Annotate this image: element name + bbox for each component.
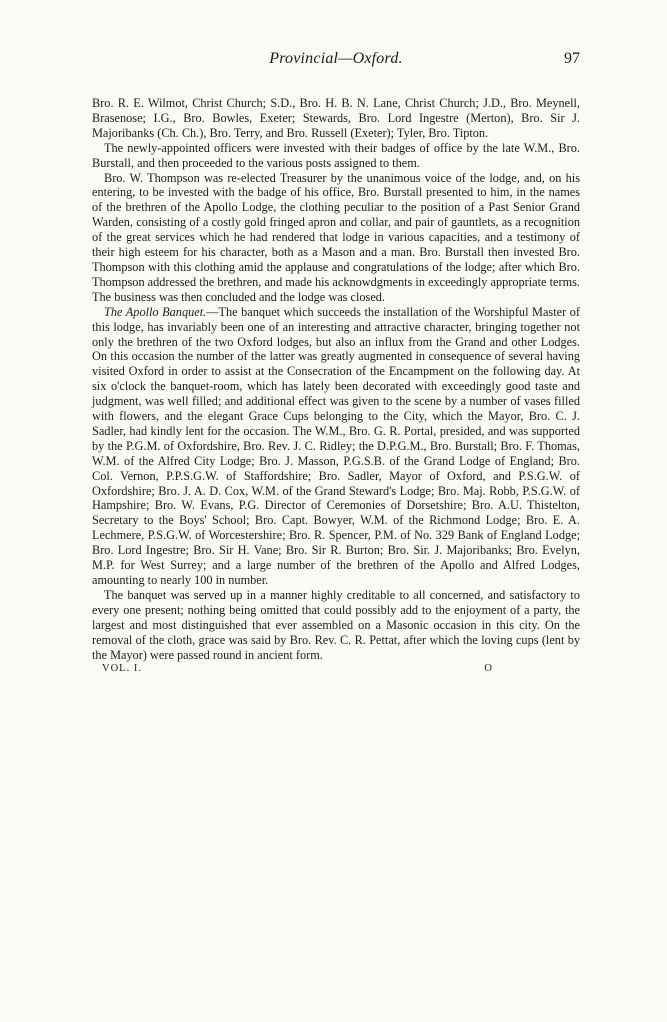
paragraph-officers bbox=[92, 96, 580, 141]
page-footer bbox=[92, 663, 580, 679]
paragraph-text: Bro. R. E. Wilmot, Christ Church; S.D., Bro. H. B. N. Lane, Christ Church; J.D., Bro. Meynell, Brasenose; I.G., Bro. Bowles, Exeter; Stewards, Bro. Lord Ingestre (Merton), Bro. Sir J. Majoribanks (Ch. Ch.), Bro. Terry, and Bro. Russell (Exeter); Tyler, Bro. Tipton. bbox=[92, 96, 580, 140]
book-page bbox=[92, 50, 580, 1010]
volume-label: VOL. I. bbox=[102, 663, 142, 675]
paragraph-text: —The banquet which succeeds the installation of the Worshipful Master of this lodge, has invariably been one of an interesting and attractive character, bringing together not only the brethren of the two Oxford lodges, but also an influx from the Grand and other Lodges. On this occasion the number of the latter was greatly augmented in consequence of several having visited Oxford in order to assist at the Consecration of the Encampment on the following day. At six o'clock the banquet-room, which has lately been decorated with exceedingly good taste and judgment, was well filled; and additional effect was given to the scene by a number of vases filled with flowers, and the elegant Grace Cups belonging to the City, which the Mayor, Bro. C. J. Sadler, had kindly lent for the occasion. The W.M., Bro. G. R. Portal, presided, and was supported by the P.G.M. of Oxfordshire, Bro. Rev. J. C. Ridley; the D.P.G.M., Bro. Burstall; Bro. F. Thomas, W.M. of the Alfred City Lodge; Bro. J. Masson, P.G.S.B. of the Grand Lodge of England; Bro. Col. Vernon, P.P.S.G.W. of Staffordshire; Bro. Sadler, Mayor of Oxford, and P.S.G.W. of Oxfordshire; Bro. J. A. D. Cox, W.M. of the Grand Steward's Lodge; Bro. Maj. Robb, P.S.G.W. of Hampshire; Bro. W. Evans, P.G. Director of Ceremonies of Dorsetshire; Bro. A.U. Thistelton, Secretary to the Boys' School; Bro. Capt. Bowyer, W.M. of the Richmond Lodge; Bro. E. A. Lechmere, P.S.G.W. of Worcestershire; Bro. R. Spencer, P.M. of No. 329 Bank of England Lodge; Bro. Lord Ingestre; Bro. Sir H. Vane; Bro. Sir R. Burton; Bro. Sir. J. Majoribanks; Bro. Evelyn, M.P. for West Surrey; and a large number of the brethren of the Apollo and Alfred Lodges, amounting to nearly 100 in number. bbox=[92, 304, 580, 587]
section-run-in-heading: The Apollo Banquet. bbox=[104, 304, 207, 319]
paragraph-apollo-banquet bbox=[92, 305, 580, 588]
signature-mark: O bbox=[484, 663, 492, 675]
paragraph-text: The newly-appointed officers were invested with their badges of office by the late W.M., Bro. Burstall, and then proceeded to the various posts assigned to them. bbox=[92, 140, 580, 170]
paragraph-text: The banquet was served up in a manner highly creditable to all concerned, and satisfactory to every one present; nothing being omitted that could possibly add to the enjoyment of a party, the largest and most distinguished that ever assembled on a Masonic occasion in this city. On the removal of the cloth, grace was said by Bro. Rev. C. R. Pettat, after which the loving cups (lent by the Mayor) were passed round in ancient form. bbox=[92, 587, 580, 662]
running-title: Provincial—Oxford. bbox=[269, 50, 403, 67]
body-text bbox=[92, 96, 580, 662]
page-number: 97 bbox=[564, 50, 580, 67]
paragraph-treasurer bbox=[92, 171, 580, 305]
paragraph-investiture bbox=[92, 141, 580, 171]
paragraph-text: Bro. W. Thompson was re-elected Treasurer by the unanimous voice of the lodge, and, on his entering, to be invested with the badge of his office, Bro. Burstall presented to him, in the names of the brethren of the Apollo Lodge, the clothing peculiar to the position of a Past Senior Grand Warden, consisting of a costly gold fringed apron and collar, and pair of gauntlets, as a recognition of the great services which he had rendered that lodge in various capacities, and a testimony of their high esteem for his character, both as a Mason and a man. Bro. Burstall then invested Bro. Thompson with this clothing amid the applause and congratulations of the lodge; after which Bro. Thompson addressed the brethren, and made his acknowdgments in exceedingly appropriate terms. The business was then concluded and the lodge was closed. bbox=[92, 170, 580, 304]
page-header bbox=[92, 50, 580, 74]
paragraph-banquet-service bbox=[92, 588, 580, 663]
